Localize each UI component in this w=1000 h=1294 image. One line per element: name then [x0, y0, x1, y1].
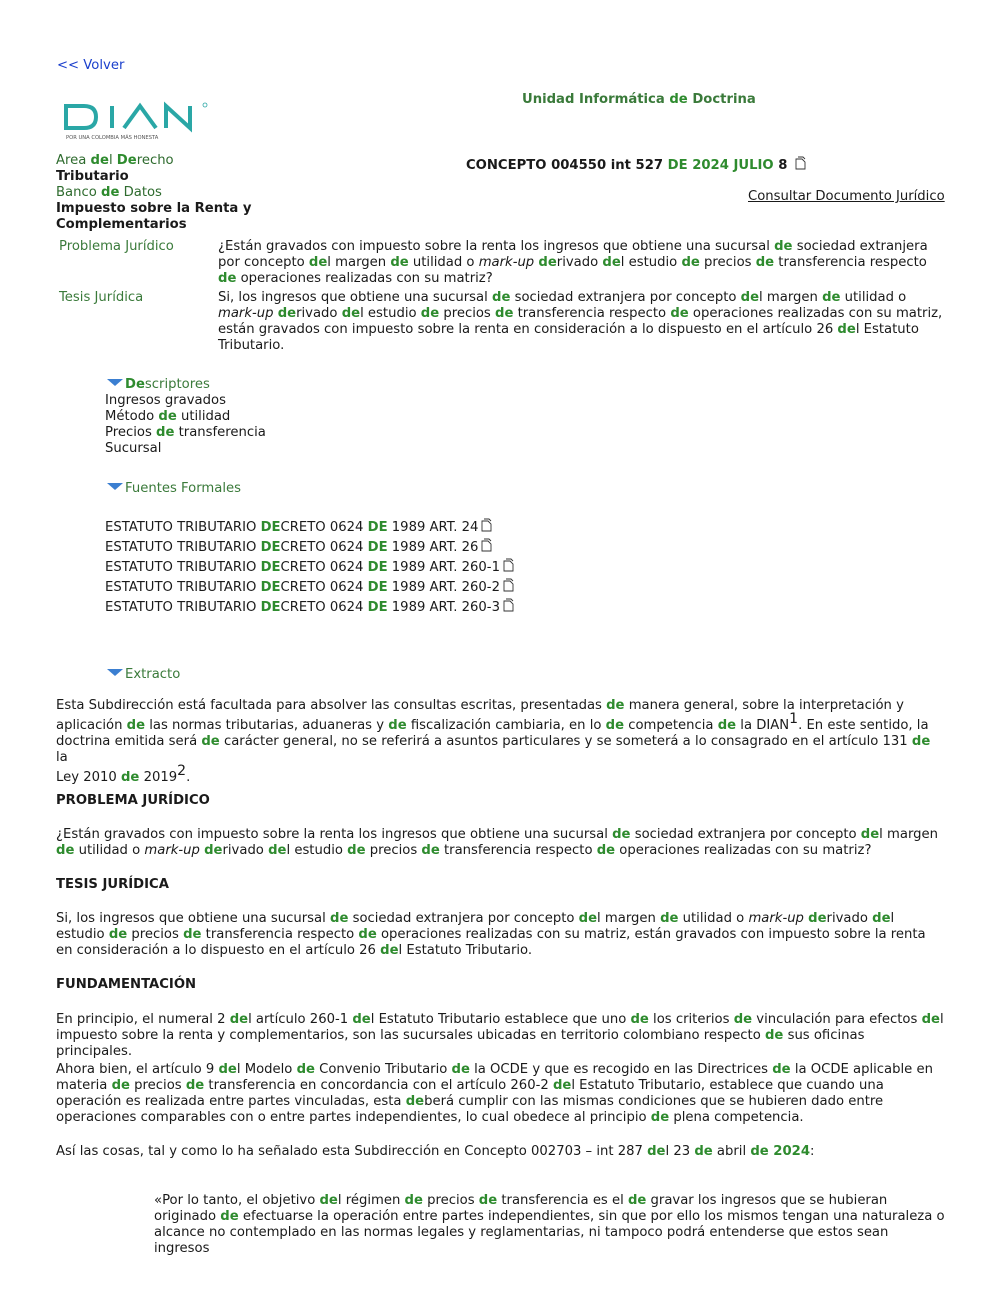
unidad-title: [522, 92, 756, 108]
section-heading: FUNDAMENTACIÓN: [56, 977, 197, 992]
quote-paragraph: «Por lo tanto, el objetivo del régimen de precios de transferencia es el de gravar los ingresos que se hubieran originado de efectuarse la operación entre partes independientes, sin que por ello los mismos tengan una naturaleza o alcance no contemplado en las normas legales y reglamentarias, ni tampoco podrá entenderse que estos sean ingresos: [154, 1193, 945, 1256]
fuentes-list: [105, 518, 514, 618]
tesis-text: Si, los ingresos que obtiene una sucursal de sociedad extranjera por concepto del margen de utilidad o mark-up derivado del estudio de precios de transferencia respecto de operaciones realizadas con su matriz, están gravados con impuesto sobre la renta en consideración a lo dispuesto en el artículo 26 del Estatuto Tributario.: [218, 290, 943, 353]
banco-label: Banco de Datos: [56, 185, 162, 200]
unidad-text-3: Doctrina: [687, 92, 756, 107]
document-icon[interactable]: [481, 538, 492, 552]
list-item: Precios de transferencia: [105, 425, 266, 440]
unidad-text-2: de: [669, 92, 688, 107]
descriptores-toggle[interactable]: Descriptores: [107, 377, 266, 393]
triangle-down-icon: [107, 379, 123, 386]
area-label: Area del Derecho: [56, 153, 174, 168]
extracto-toggle[interactable]: Extracto: [107, 667, 180, 683]
list-item: ESTATUTO TRIBUTARIO DECRETO 0624 DE 1989 ART. 260-3: [105, 598, 514, 618]
dian-logo: [62, 100, 212, 142]
section-heading: TESIS JURÍDICA: [56, 877, 169, 892]
consultar-documento-link[interactable]: Consultar Documento Jurídico: [748, 189, 945, 204]
descriptores-section: [107, 377, 266, 457]
dian-logo-icon: [62, 100, 212, 142]
concepto-title: CONCEPTO 004550 int 527 DE 2024 JULIO 8: [466, 156, 806, 174]
body-paragraph: Ahora bien, el artículo 9 del Modelo de Convenio Tributario de la OCDE y que es recogido en las Directrices de la OCDE aplicable en materia de precios de transferencia en concordancia con el artículo 260-2 del Estatuto Tributario, establece que cuando una operación es realizada entre partes vinculadas, esta deberá cumplir con las mismas condiciones que se hubieren dado entre operaciones comparables con o entre partes independientes, lo cual obedece al principio de plena competencia.: [56, 1062, 933, 1125]
triangle-down-icon: [107, 483, 123, 490]
banco-value-2: Complementarios: [56, 217, 187, 232]
body-paragraph: Esta Subdirección está facultada para absolver las consultas escritas, presentadas de manera general, sobre la interpretación y aplicación de las normas tributarias, aduaneras y de fiscalización cambiaria, en lo de competencia de la DIAN1. En este sentido, la doctrina emitida será de carácter general, no se referirá a asuntos particulares y se someterá a lo consagrado en el artículo 131 de la Ley 2010 de 20192.: [56, 698, 931, 785]
list-item: ESTATUTO TRIBUTARIO DECRETO 0624 DE 1989 ART. 24: [105, 518, 514, 538]
triangle-down-icon: [107, 669, 123, 676]
document-icon[interactable]: [503, 558, 514, 572]
list-item: Ingresos gravados: [105, 393, 226, 408]
document-icon[interactable]: [795, 156, 806, 170]
body-paragraph: Si, los ingresos que obtiene una sucursal de sociedad extranjera por concepto del margen de utilidad o mark-up derivado del estudio de precios de transferencia respecto de operaciones realizadas con su matriz, están gravados con impuesto sobre la renta en consideración a lo dispuesto en el artículo 26 del Estatuto Tributario.: [56, 911, 926, 958]
fuentes-toggle[interactable]: Fuentes Formales: [107, 481, 241, 497]
tesis-label: Tesis Jurídica: [59, 290, 144, 305]
section-heading: PROBLEMA JURÍDICO: [56, 793, 210, 808]
list-item: ESTATUTO TRIBUTARIO DECRETO 0624 DE 1989 ART. 260-1: [105, 558, 514, 578]
meta-block: [56, 153, 276, 233]
list-item: ESTATUTO TRIBUTARIO DECRETO 0624 DE 1989 ART. 26: [105, 538, 514, 558]
banco-value-1: Impuesto sobre la Renta y: [56, 201, 252, 216]
area-value: Tributario: [56, 169, 129, 184]
list-item: Sucursal: [105, 441, 162, 456]
back-link[interactable]: << Volver: [57, 58, 125, 73]
body-paragraph: ¿Están gravados con impuesto sobre la renta los ingresos que obtiene una sucursal de sociedad extranjera por concepto del margen de utilidad o mark-up derivado del estudio de precios de transferencia respecto de operaciones realizadas con su matriz?: [56, 827, 938, 858]
document-icon[interactable]: [503, 578, 514, 592]
unidad-text-1: Unidad Informática: [522, 92, 670, 107]
list-item: Método de utilidad: [105, 409, 231, 424]
list-item: ESTATUTO TRIBUTARIO DECRETO 0624 DE 1989 ART. 260-2: [105, 578, 514, 598]
body-paragraph: En principio, el numeral 2 del artículo 260-1 del Estatuto Tributario establece que uno de los criterios de vinculación para efectos del impuesto sobre la renta y complementarios, son las sucursales ubicadas en territorio colombiano respecto de sus oficinas principales.: [56, 1012, 944, 1059]
document-icon[interactable]: [481, 518, 492, 532]
problema-label: Problema Jurídico: [59, 239, 174, 254]
problema-text: ¿Están gravados con impuesto sobre la renta los ingresos que obtiene una sucursal de sociedad extranjera por concepto del margen de utilidad o mark-up derivado del estudio de precios de transferencia respecto de operaciones realizadas con su matriz?: [218, 239, 928, 286]
logo-tagline: POR UNA COLOMBIA MÁS HONESTA: [66, 135, 159, 141]
body-paragraph: Así las cosas, tal y como lo ha señalado esta Subdirección en Concepto 002703 – int 287 del 23 de abril de 2024:: [56, 1144, 815, 1159]
document-icon[interactable]: [503, 598, 514, 612]
